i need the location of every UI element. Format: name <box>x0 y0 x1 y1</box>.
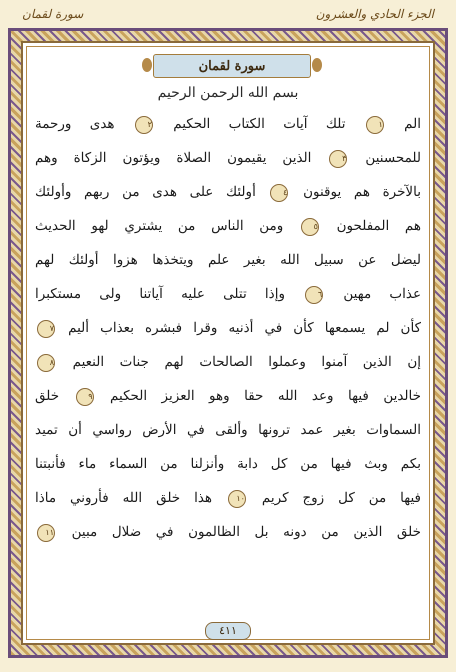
text-panel <box>21 41 435 645</box>
verse-text: ومن الناس من يشتري لهو الحديث <box>35 218 284 234</box>
verse-text: إن الذين آمنوا وعملوا الصالحات لهم جنات النعيم <box>72 354 421 370</box>
ayah-number-marker: ٥ <box>301 218 319 236</box>
verse-line <box>35 209 421 243</box>
ayah-number-marker: ٢ <box>135 116 153 134</box>
ornamental-frame <box>8 28 448 658</box>
verse-text: هم المفلحون <box>336 218 421 234</box>
verse-line <box>35 277 421 311</box>
verse-text: خلق <box>35 388 60 404</box>
verse-line <box>35 413 421 447</box>
ayah-number-marker: ٣ <box>329 150 347 168</box>
verse-text: الم <box>404 116 421 132</box>
verse-text: هدى ورحمة <box>35 116 115 132</box>
ayah-number-marker: ١٠ <box>228 490 246 508</box>
verse-text: تلك آيات الكتاب الحكيم <box>173 116 346 132</box>
verse-text: ليضل عن سبيل الله بغير علم ويتخذها هزوا أولئك لهم <box>35 252 421 268</box>
verse-text: أولئك على هدى من ربهم وأولئك <box>35 184 256 200</box>
basmala: بسم الله الرحمن الرحيم <box>157 85 299 101</box>
verse-line <box>35 515 421 549</box>
surah-title: سورة لقمان <box>22 7 84 21</box>
ayah-number-marker: ٩ <box>76 388 94 406</box>
verse-line <box>35 311 421 345</box>
ayah-number-marker: ١ <box>366 116 384 134</box>
page-header <box>0 0 456 28</box>
verse-line <box>35 345 421 379</box>
verse-text: وإذا تتلى عليه آياتنا ولى مستكبرا <box>35 286 285 302</box>
juz-title: الجزء الحادي والعشرون <box>315 7 434 21</box>
ayah-number-marker: ٦ <box>305 286 323 304</box>
verse-line <box>35 107 421 141</box>
ayah-number-marker: ٧ <box>37 320 55 338</box>
verse-text: بكم وبث فيها من كل دابة وأنزلنا من السماء ماء فأنبتنا <box>35 456 421 472</box>
ayah-number-marker: ٤ <box>270 184 288 202</box>
page-footer <box>23 619 433 643</box>
verse-text: عذاب مهين <box>343 286 421 302</box>
ayah-number-marker: ١١ <box>37 524 55 542</box>
verse-line <box>35 175 421 209</box>
verse-text: الذين يقيمون الصلاة ويؤتون الزكاة وهم <box>35 150 312 166</box>
ayah-number-marker: ٨ <box>37 354 55 372</box>
verse-line <box>35 481 421 515</box>
verse-text: هذا خلق الله فأروني ماذا <box>35 490 213 506</box>
verse-text: خالدين فيها وعد الله حقا وهو العزيز الحكيم <box>110 388 421 404</box>
verse-line <box>35 447 421 481</box>
verse-line <box>35 141 421 175</box>
verse-line <box>35 243 421 277</box>
verse-text: خلق الذين من دونه بل الظالمون في ضلال مبين <box>71 524 421 540</box>
verse-lines <box>35 107 421 549</box>
verse-text: للمحسنين <box>365 150 421 166</box>
verse-text: فيها من كل زوج كريم <box>261 490 421 506</box>
surah-banner <box>153 54 311 78</box>
verse-text: بالآخرة هم يوقنون <box>303 184 421 200</box>
page-number: ٤١١ <box>205 622 251 640</box>
surah-banner-title: سورة لقمان <box>198 58 266 74</box>
verse-text: السماوات بغير عمد ترونها وألقى في الأرض رواسي أن تميد <box>35 422 421 438</box>
verse-line <box>35 379 421 413</box>
verse-text: كأن لم يسمعها كأن في أذنيه وقرا فبشره بعذاب أليم <box>68 320 421 336</box>
